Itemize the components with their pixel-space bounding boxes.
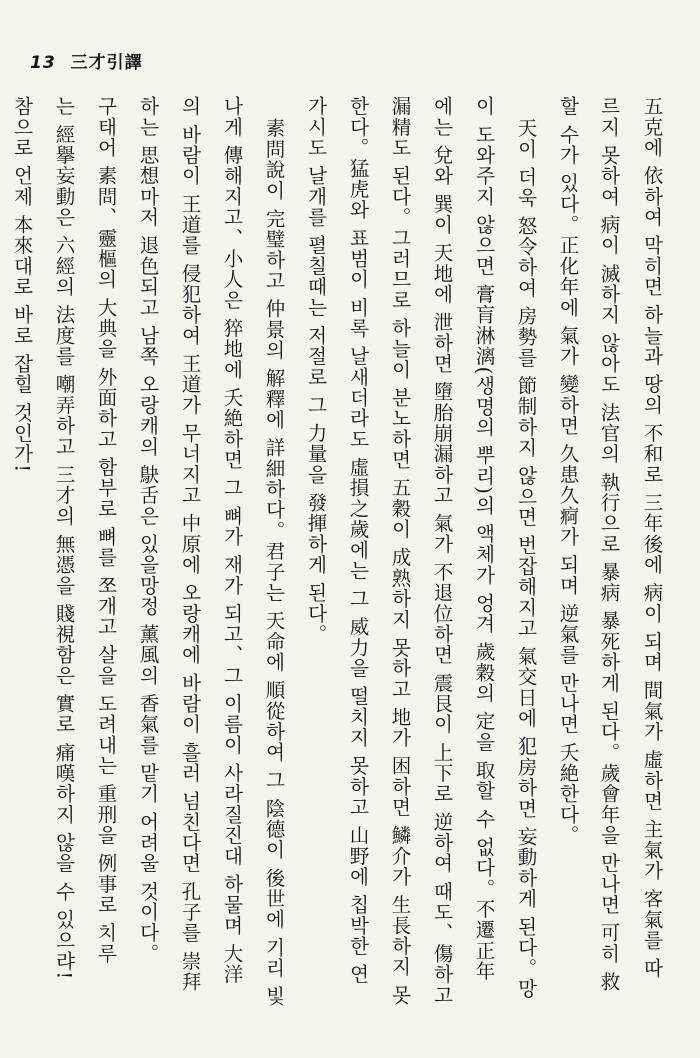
book-title: 三才引譯 xyxy=(70,53,143,73)
text-column: 구태어 素問、靈樞의 大典을 外面하고 함부로 뼈를 쪼개고 살을 도려내는 重刑을 例事로 치루 xyxy=(94,96,118,964)
text-column: 漏精도 된다。그러므로 하늘이 분노하면 五穀이 成熟하지 못하고 地가 困하면 鱗介가 生長하지 못 xyxy=(388,96,412,1006)
text-column: 참으로 언제 本來대로 바로 잡힐 것인가! xyxy=(10,96,34,474)
text-column: 는 經擧妄動은 六經의 法度를 嘲弄하고 三才의 無憑을 賤視함은 實로 痛嘆하지 않을 수 있으랴! xyxy=(52,96,76,981)
text-column: 나게 傳해지고、小人은 猝地에 夭絶하면 그 뼈가 재가 되고、그 이름이 사라질진대 하물며 大洋 xyxy=(220,96,244,985)
text-column: 하는 思想마저 退色되고 남쪽 오랑캐의 鴃舌은 있을망정 薰風의 香氣를 맡기 어려울 것이다。 xyxy=(136,96,160,964)
text-column: 五克에 依하여 막히면 하늘과 땅의 不和로 三年後에 病이 되며 間氣가 虛하면 主氣가 客氣를 따 xyxy=(640,96,664,979)
text-column: 天이 더욱 怒令하여 房勢를 節制하지 않으면 번잡해지고 氣交日에 犯房하면 妄動하게 된다。망 xyxy=(514,118,538,1000)
text-column: 한다。猛虎와 표범이 비록 날새더라도 虛損之歲에는 그 威力을 떨치지 못하고 山野에 칩박한 연 xyxy=(346,96,370,985)
page-number: 13 xyxy=(30,53,56,73)
text-column: 의 바람이 王道를 侵犯하여 王道가 무너지고 中原에 오랑캐에 바람이 흘러 넘친다면 孔子를 崇拜 xyxy=(178,96,202,993)
running-header xyxy=(30,48,143,73)
text-column: 할 수가 있다。正化年에 氣가 變하면 久患久痾가 되며 逆氣를 만나면 夭絶한다。 xyxy=(556,96,580,846)
text-column: 素問說이 完璧하고 仲景의 解釋에 詳細하다。君子는 天命에 順從하여 그 陰德이 後世에 기리 빛 xyxy=(262,118,286,1007)
text-column: 르지 못하여 病이 滅하지 않아도 法官의 執行으로 暴病 暴死하게 된다。歲會年을 만나면 可히 救 xyxy=(597,96,621,993)
text-column: 가시도 날개를 펼칠때는 저절로 그 力量을 發揮하게 된다。 xyxy=(304,96,328,645)
text-column: 에는 兌와 巽이 天地에 泄하면 墮胎崩漏하고 氣가 不退位하면 震艮이 上下로 逆하여 때도、傷하고 xyxy=(430,96,454,1006)
text-column: 이 도와주지 않으면 膏肓淋漓(생명의 뿌리)의 액체가 엉겨 歲穀의 定을 取할 수 없다。不遷正年 xyxy=(472,96,496,982)
